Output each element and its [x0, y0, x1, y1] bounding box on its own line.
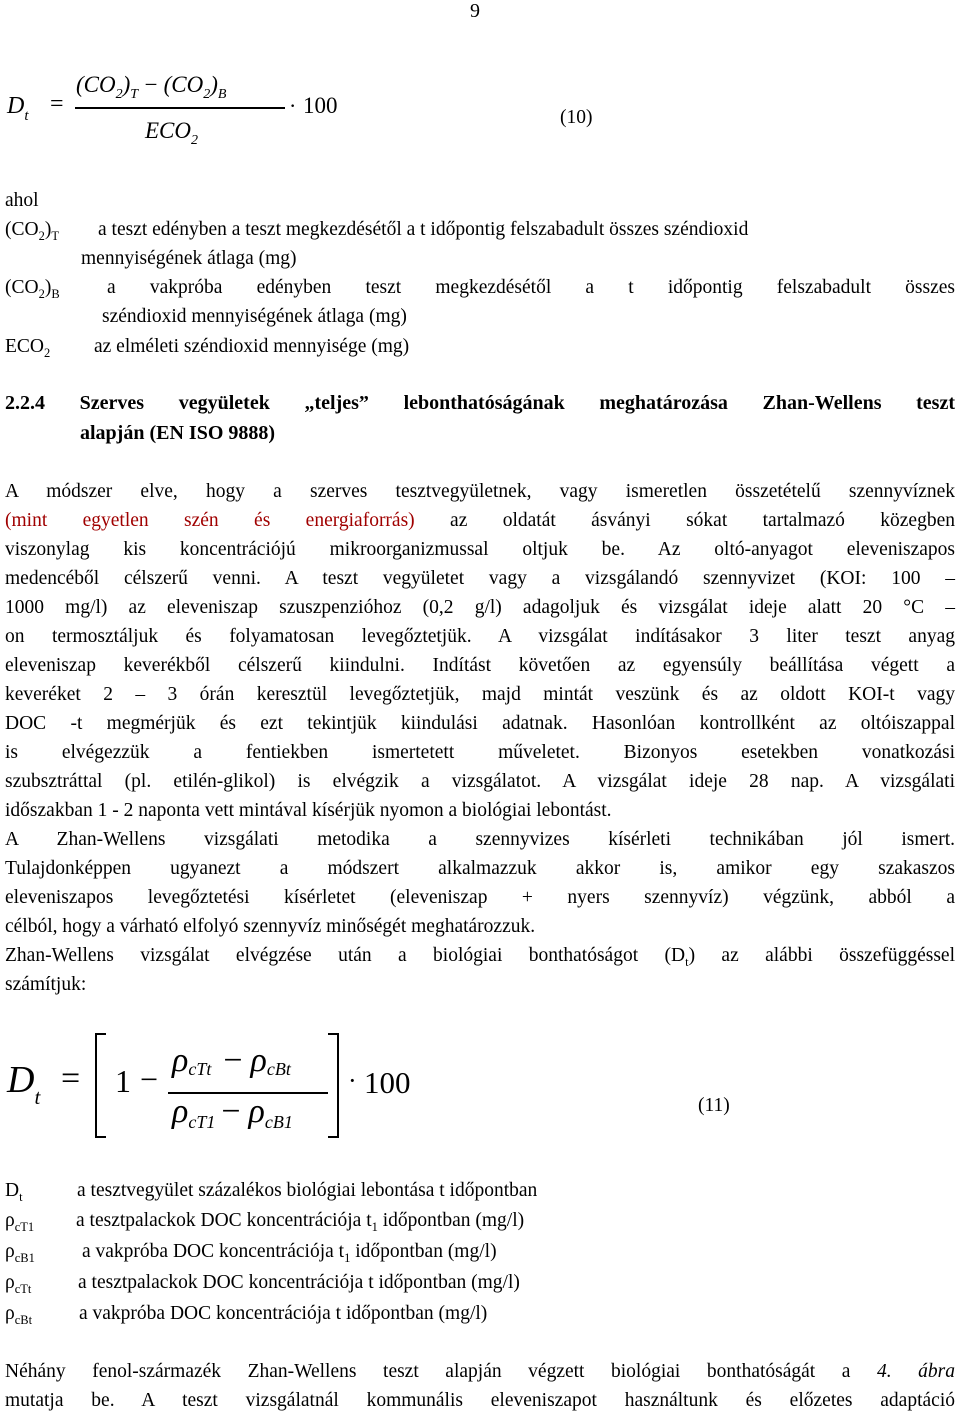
def-dt-text: a tesztvegyület százalékos biológiai lebontása t időpontban: [77, 1180, 538, 1201]
final-line: mutatja be. A teszt vizsgálatnál kommunális eleveniszapot használtunk és előzetes adaptáció: [5, 1390, 955, 1411]
eq11-dot: ·: [348, 1066, 357, 1095]
section-heading: 2.2.4 Szerves vegyületek „teljes” lebonthatóságának meghatározása Zhan-Wellens teszt: [5, 392, 955, 414]
body-line: eleveniszap keverékből célszerű kiindulni. Indítást követően az egyensúly beállítása végett a: [5, 655, 955, 676]
def-rho-cb1-symbol: $\rho_{cB1}$: [5, 1241, 35, 1265]
eq11-denominator: ρcT1 − ρcB1: [172, 1093, 293, 1132]
body-line: 1000 mg/l) az eleveniszap szuszpenzióhoz (0,2 g/l) adagoljuk és vizsgálat ideje alatt 20 °C –: [5, 597, 955, 618]
body-line: on termosztáljuk és folyamatosan levegőztetjük. A vizsgálat indításakor 3 liter teszt anyag: [5, 626, 955, 647]
def-rho-cb1-text: a vakpróba DOC koncentrációja $t_1$ időpontban (mg/l): [82, 1241, 497, 1265]
eq10-numerator: $(CO_2)_T - (CO_2)_B$: [76, 72, 227, 102]
body-line: időszakban 1 - 2 naponta vett mintával kísérjük nyomon a biológiai lebontást.: [5, 800, 612, 821]
body-line: is elvégezzük a fentiekben ismertetett műveletet. Bizonyos esetekben vonatkozási: [5, 742, 955, 763]
body-line: Tulajdonképpen ugyanezt a módszert alkalmazzuk akkor is, amikor egy szakaszos: [5, 858, 955, 879]
eq11-numerator: ρcTt − ρcBt: [172, 1042, 291, 1079]
def-rho-cbt-symbol: $\rho_{cBt}$: [5, 1303, 33, 1327]
def-rho-ctt-symbol: $\rho_{cTt}$: [5, 1272, 32, 1296]
eq10-equals: =: [50, 91, 64, 117]
def-eco2-symbol: $ECO_2$: [5, 336, 51, 360]
final-line: Néhány fenol-származék Zhan-Wellens teszt alapján végzett biológiai bonthatóságát a 4. ábra: [5, 1361, 955, 1382]
eq11-one: 1: [115, 1063, 131, 1099]
def-co2-b-symbol: $(CO_2)_B$: [5, 277, 60, 301]
def-dt-symbol: $D_t$: [5, 1180, 23, 1204]
def-rho-ctt-text: a tesztpalackok DOC koncentrációja t időpontban (mg/l): [78, 1272, 520, 1293]
body-line: keveréket 2 – 3 órán keresztül levegőztetjük, majd mintát veszünk és az oldott KOI-t vagy: [5, 684, 955, 705]
eq11-lhs: $D_t$: [7, 1059, 41, 1109]
definitions-intro: ahol: [5, 190, 39, 211]
def-co2-b-text: a vakpróba edényben teszt megkezdésétől a t időpontig felszabadult összes: [107, 277, 955, 298]
section-heading-cont: alapján (EN ISO 9888): [80, 422, 276, 444]
eq10-fraction-bar: [75, 107, 285, 109]
body-line: eleveniszapos levegőztetési kísérletet (eleveniszap + nyers szennyvíz) végzünk, abból a: [5, 887, 955, 908]
eq11-minus-outer: −: [140, 1061, 159, 1097]
body-line: számítjuk:: [5, 974, 87, 995]
page-number: 9: [470, 0, 480, 22]
eq11-label: (11): [698, 1095, 730, 1116]
body-line: A Zhan-Wellens vizsgálati metodika a szennyvizes kísérleti technikában jól ismert.: [5, 829, 955, 850]
eq10-factor: 100: [303, 93, 338, 118]
body-line: (mint egyetlen szén és energiaforrás) az oldatát ásványi sókat tartalmazó közegben: [5, 510, 955, 531]
eq10-lhs: $D_t$: [7, 93, 29, 124]
eq10-label: (10): [560, 107, 593, 128]
body-line: szubsztráttal (pl. etilén-glikol) is elvégzik a vizsgálatot. A vizsgálat ideje 28 nap. A vizsgálati: [5, 771, 955, 792]
def-rho-ct1-text: a tesztpalackok DOC koncentrációja $t_1$ időpontban (mg/l): [76, 1210, 525, 1234]
body-line: DOC -t megmérjük és ezt tekintjük kiindulási adatnak. Hasonlóan kontrollként az oltóiszappal: [5, 713, 955, 734]
body-line: célból, hogy a várható elfolyó szennyvíz minőségét meghatározzuk.: [5, 916, 536, 937]
body-line: viszonylag kis koncentrációjú mikroorganizmussal oltjuk be. Az oltó-anyagot eleveniszapos: [5, 539, 955, 560]
def-co2-t-text-cont: mennyiségének átlaga (mg): [81, 248, 297, 269]
eq11-factor: 100: [364, 1065, 411, 1100]
def-rho-ct1-symbol: $\rho_{cT1}$: [5, 1210, 35, 1234]
def-co2-t-text: a teszt edényben a teszt megkezdésétől a t időpontig felszabadult összes széndioxid: [98, 219, 749, 240]
eq10-denominator: $ECO_2$: [145, 118, 198, 148]
eq11-equals: =: [61, 1060, 81, 1097]
def-rho-cbt-text: a vakpróba DOC koncentrációja t időpontban (mg/l): [79, 1303, 488, 1324]
body-line: medencéből célszerű venni. A teszt vegyületet vagy a vizsgálandó szennyvizet (KOI: 100 –: [5, 568, 955, 589]
body-line: A módszer elve, hogy a szerves tesztvegyületnek, vagy ismeretlen összetételű szennyvíznek: [5, 481, 955, 502]
body-line: Zhan-Wellens vizsgálat elvégzése után a biológiai bonthatóságot $(D_t)$ az alábbi összefüggéssel: [5, 945, 955, 969]
eq10-dot: ·: [289, 93, 297, 118]
def-co2-b-text-cont: széndioxid mennyiségének átlaga (mg): [102, 306, 407, 327]
def-eco2-text: az elméleti széndioxid mennyisége (mg): [94, 336, 410, 357]
def-co2-t-symbol: $(CO_2)_T$: [5, 219, 59, 243]
